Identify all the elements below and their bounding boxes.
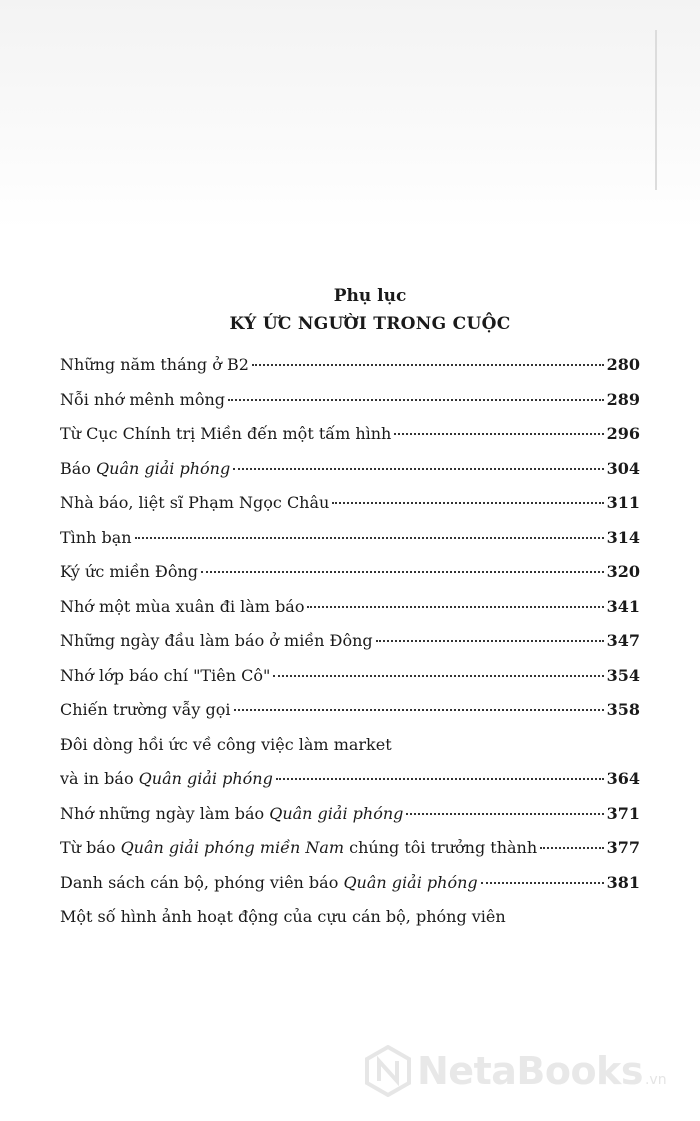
toc-leader-dots: [135, 537, 604, 539]
toc-entry-title: [60, 693, 231, 728]
toc-leader-dots: [228, 399, 604, 401]
toc-entry[interactable]: [60, 624, 640, 659]
toc-entry-title: [60, 348, 249, 383]
toc-entry-text: Những ngày đầu làm báo ở miền Đông: [60, 631, 373, 650]
toc-page-number: 347: [606, 631, 640, 650]
watermark-suffix: .vn: [644, 1072, 667, 1088]
toc-page-number: 314: [606, 527, 640, 547]
table-of-contents: [60, 348, 640, 935]
watermark: [365, 1045, 667, 1097]
toc-page-number: 377: [606, 838, 640, 857]
toc-entry[interactable]: [60, 521, 640, 556]
toc-entry-text: Ký ức miền Đông: [60, 562, 199, 581]
toc-page-number: 358: [606, 700, 640, 719]
toc-entry[interactable]: [60, 555, 640, 590]
toc-entry-text: chúng tôi trưởng thành: [344, 838, 538, 857]
toc-page-number: 341: [606, 596, 640, 616]
toc-entry-first-line: Đôi dòng hồi ức về công việc làm market: [60, 734, 392, 754]
bleed-through-area: [0, 0, 700, 230]
toc-leader-dots: [481, 882, 604, 884]
toc-leader-dots: [406, 813, 603, 815]
toc-entry-text: Chiến trường vẫy gọi: [60, 700, 231, 719]
toc-entry-title: [60, 831, 537, 866]
toc-entry-title: [60, 659, 270, 694]
toc-entry-title: [60, 797, 403, 832]
toc-leader-dots: [201, 571, 604, 573]
toc-entry[interactable]: [60, 417, 640, 452]
toc-entry[interactable]: [60, 452, 640, 487]
toc-leader-dots: [376, 640, 604, 642]
toc-entry-italic-title: Quân giải phóng miền Nam: [120, 838, 345, 857]
toc-entry-text: Từ báo: [60, 838, 121, 857]
toc-leader-dots: [276, 778, 604, 780]
toc-leader-dots: [307, 606, 603, 608]
toc-entry-title: [60, 486, 329, 521]
toc-entry-title: [60, 452, 230, 487]
toc-page-number: 381: [606, 872, 640, 892]
toc-leader-dots: [273, 675, 603, 677]
toc-entry-title: [60, 866, 478, 901]
toc-entry-title: [60, 555, 198, 590]
netabooks-logo-icon: [365, 1045, 411, 1097]
toc-leader-dots: [233, 468, 603, 470]
toc-entry[interactable]: [60, 831, 640, 866]
toc-entry[interactable]: [60, 693, 640, 728]
toc-page-number: 371: [606, 803, 640, 823]
toc-entry-text: Danh sách cán bộ, phóng viên báo: [60, 872, 344, 892]
toc-entry-italic-title: Quân giải phóng: [96, 458, 231, 478]
toc-entry[interactable]: [60, 348, 640, 383]
toc-entry-text: Từ Cục Chính trị Miền đến một tấm hình: [60, 424, 392, 443]
toc-entry-title: [60, 624, 373, 659]
toc-page-number: 304: [606, 458, 640, 478]
toc-leader-dots: [252, 364, 604, 366]
bleed-through-mark: [655, 30, 657, 190]
toc-entry-title: [60, 417, 391, 452]
toc-page-number: 364: [606, 769, 640, 788]
toc-entry-text: và in báo: [60, 769, 139, 788]
toc-entry[interactable]: [60, 797, 640, 832]
toc-page-number: 280: [606, 355, 640, 374]
toc-entry-text: Những năm tháng ở B2: [60, 355, 249, 374]
toc-entry-italic-title: Quân giải phóng: [138, 769, 273, 788]
toc-leader-dots: [332, 502, 603, 504]
toc-entry-italic-title: Quân giải phóng: [343, 872, 478, 892]
toc-entry[interactable]: [60, 866, 640, 901]
toc-leader-dots: [540, 847, 603, 849]
toc-entry-text: Nhớ một mùa xuân đi làm báo: [60, 596, 305, 616]
toc-entry-title: [60, 900, 640, 935]
toc-entry-title: [60, 590, 304, 625]
toc-entry[interactable]: [60, 590, 640, 625]
appendix-header: [0, 282, 700, 338]
toc-entry[interactable]: [60, 486, 640, 521]
toc-entry[interactable]: [60, 383, 640, 418]
appendix-label: Phụ lục: [333, 286, 407, 306]
toc-leader-dots: [234, 709, 604, 711]
toc-entry-text: Nỗi nhớ mênh mông: [60, 389, 226, 409]
toc-entry-text: Một số hình ảnh hoạt động của cựu cán bộ, phóng viên: [60, 907, 506, 926]
toc-entry-title: [60, 762, 273, 797]
toc-entry[interactable]: [60, 728, 640, 797]
toc-entry[interactable]: [60, 900, 640, 935]
toc-page-number: 320: [606, 562, 640, 581]
toc-entry-italic-title: Quân giải phóng: [269, 803, 404, 823]
toc-page-number: 296: [606, 424, 640, 443]
toc-entry-title: [60, 383, 225, 418]
toc-entry[interactable]: [60, 659, 640, 694]
toc-entry-text: Nhà báo, liệt sĩ Phạm Ngọc Châu: [60, 493, 330, 512]
toc-page-number: 354: [606, 665, 640, 685]
toc-entry-text: Nhớ lớp báo chí "Tiên Cô": [60, 665, 271, 685]
toc-entry-text: Báo: [60, 458, 97, 478]
toc-entry-title: [60, 521, 132, 556]
watermark-brand: NetaBooks: [417, 1049, 643, 1093]
appendix-title: KÝ ỨC NGƯỜI TRONG CUỘC: [229, 314, 511, 334]
toc-leader-dots: [394, 433, 603, 435]
toc-entry-text: Nhớ những ngày làm báo: [60, 803, 270, 823]
toc-page-number: 311: [606, 493, 640, 512]
toc-page-number: 289: [606, 389, 640, 409]
toc-entry-text: Tình bạn: [60, 527, 132, 547]
